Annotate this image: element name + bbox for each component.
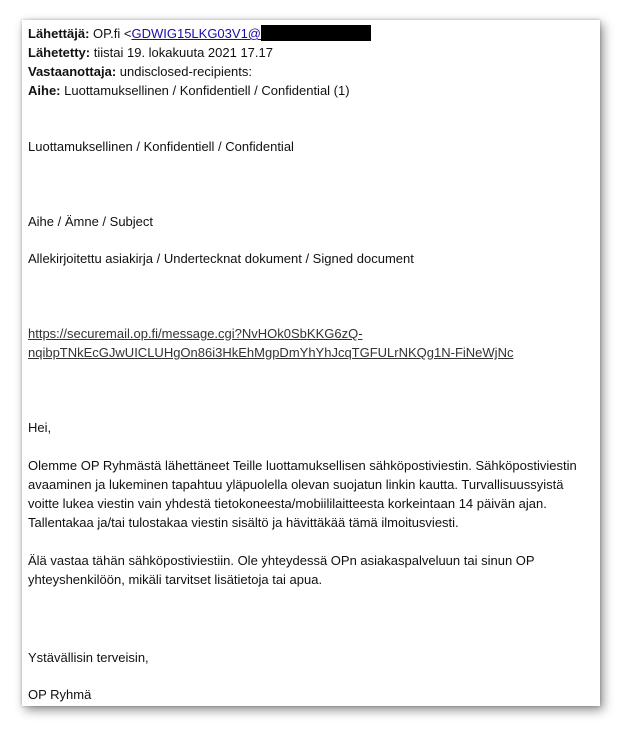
redaction-bar bbox=[261, 25, 371, 41]
from-label: Lähettäjä: bbox=[28, 26, 90, 41]
subject-label: Aihe: bbox=[28, 83, 61, 98]
subject-value: Luottamuksellinen / Konfidentiell / Confidential (1) bbox=[64, 83, 350, 98]
subject-heading: Aihe / Ämne / Subject bbox=[28, 214, 154, 229]
from-name: OP.fi < bbox=[93, 26, 132, 41]
paragraph-2: Älä vastaa tähän sähköpostiviestiin. Ole yhteydessä OPn asiakaspalveluun tai sinun OP yhteyshenkilöön, mikäli tarvitset lisätietoja tai apua. bbox=[28, 553, 535, 587]
email-content bbox=[28, 24, 596, 704]
sent-value: tiistai 19. lokakuuta 2021 17.17 bbox=[93, 45, 273, 60]
link-line-1[interactable]: https://securemail.op.fi/message.cgi?NvHOk0SbKKG6zQ- bbox=[28, 326, 363, 341]
from-row bbox=[28, 24, 596, 43]
confidential-line: Luottamuksellinen / Konfidentiell / Confidential bbox=[28, 139, 294, 154]
closing: Ystävällisin terveisin, bbox=[28, 650, 149, 665]
document-line: Allekirjoitettu asiakirja / Undertecknat dokument / Signed document bbox=[28, 251, 414, 266]
subject-row bbox=[28, 81, 596, 100]
sent-row bbox=[28, 43, 596, 62]
to-value: undisclosed-recipients: bbox=[119, 64, 253, 79]
secure-message-link[interactable] bbox=[28, 324, 568, 362]
link-line-2[interactable]: nqibpTNkEcGJwUICLUHgOn86i3HkEhMgpDmYhYhJcqTGFULrNKQg1N-FiNeWjNc bbox=[28, 345, 514, 360]
from-address-link[interactable]: GDWIG15LKG03V1@ bbox=[131, 26, 261, 41]
to-row bbox=[28, 62, 596, 81]
sent-label: Lähetetty: bbox=[28, 45, 91, 60]
email-message bbox=[22, 20, 600, 706]
paragraph-1: Olemme OP Ryhmästä lähettäneet Teille luottamuksellisen sähköpostiviestin. Sähköpostiviestin avaaminen ja lukeminen tapahtuu yläpuolella olevan suojatun linkin kautta. Turvallisuussyistä voitte lukea viestin vain yhdestä tietokoneesta/mobiililaitteesta korkeintaan 14 päivän ajan. Tallentakaa ja/tai tulostakaa viestin sisältö ja hävittäkää tämä ilmoitusviesti. bbox=[28, 458, 577, 530]
signature: OP Ryhmä bbox=[28, 687, 92, 702]
greeting: Hei, bbox=[28, 420, 52, 435]
to-label: Vastaanottaja: bbox=[28, 64, 117, 79]
